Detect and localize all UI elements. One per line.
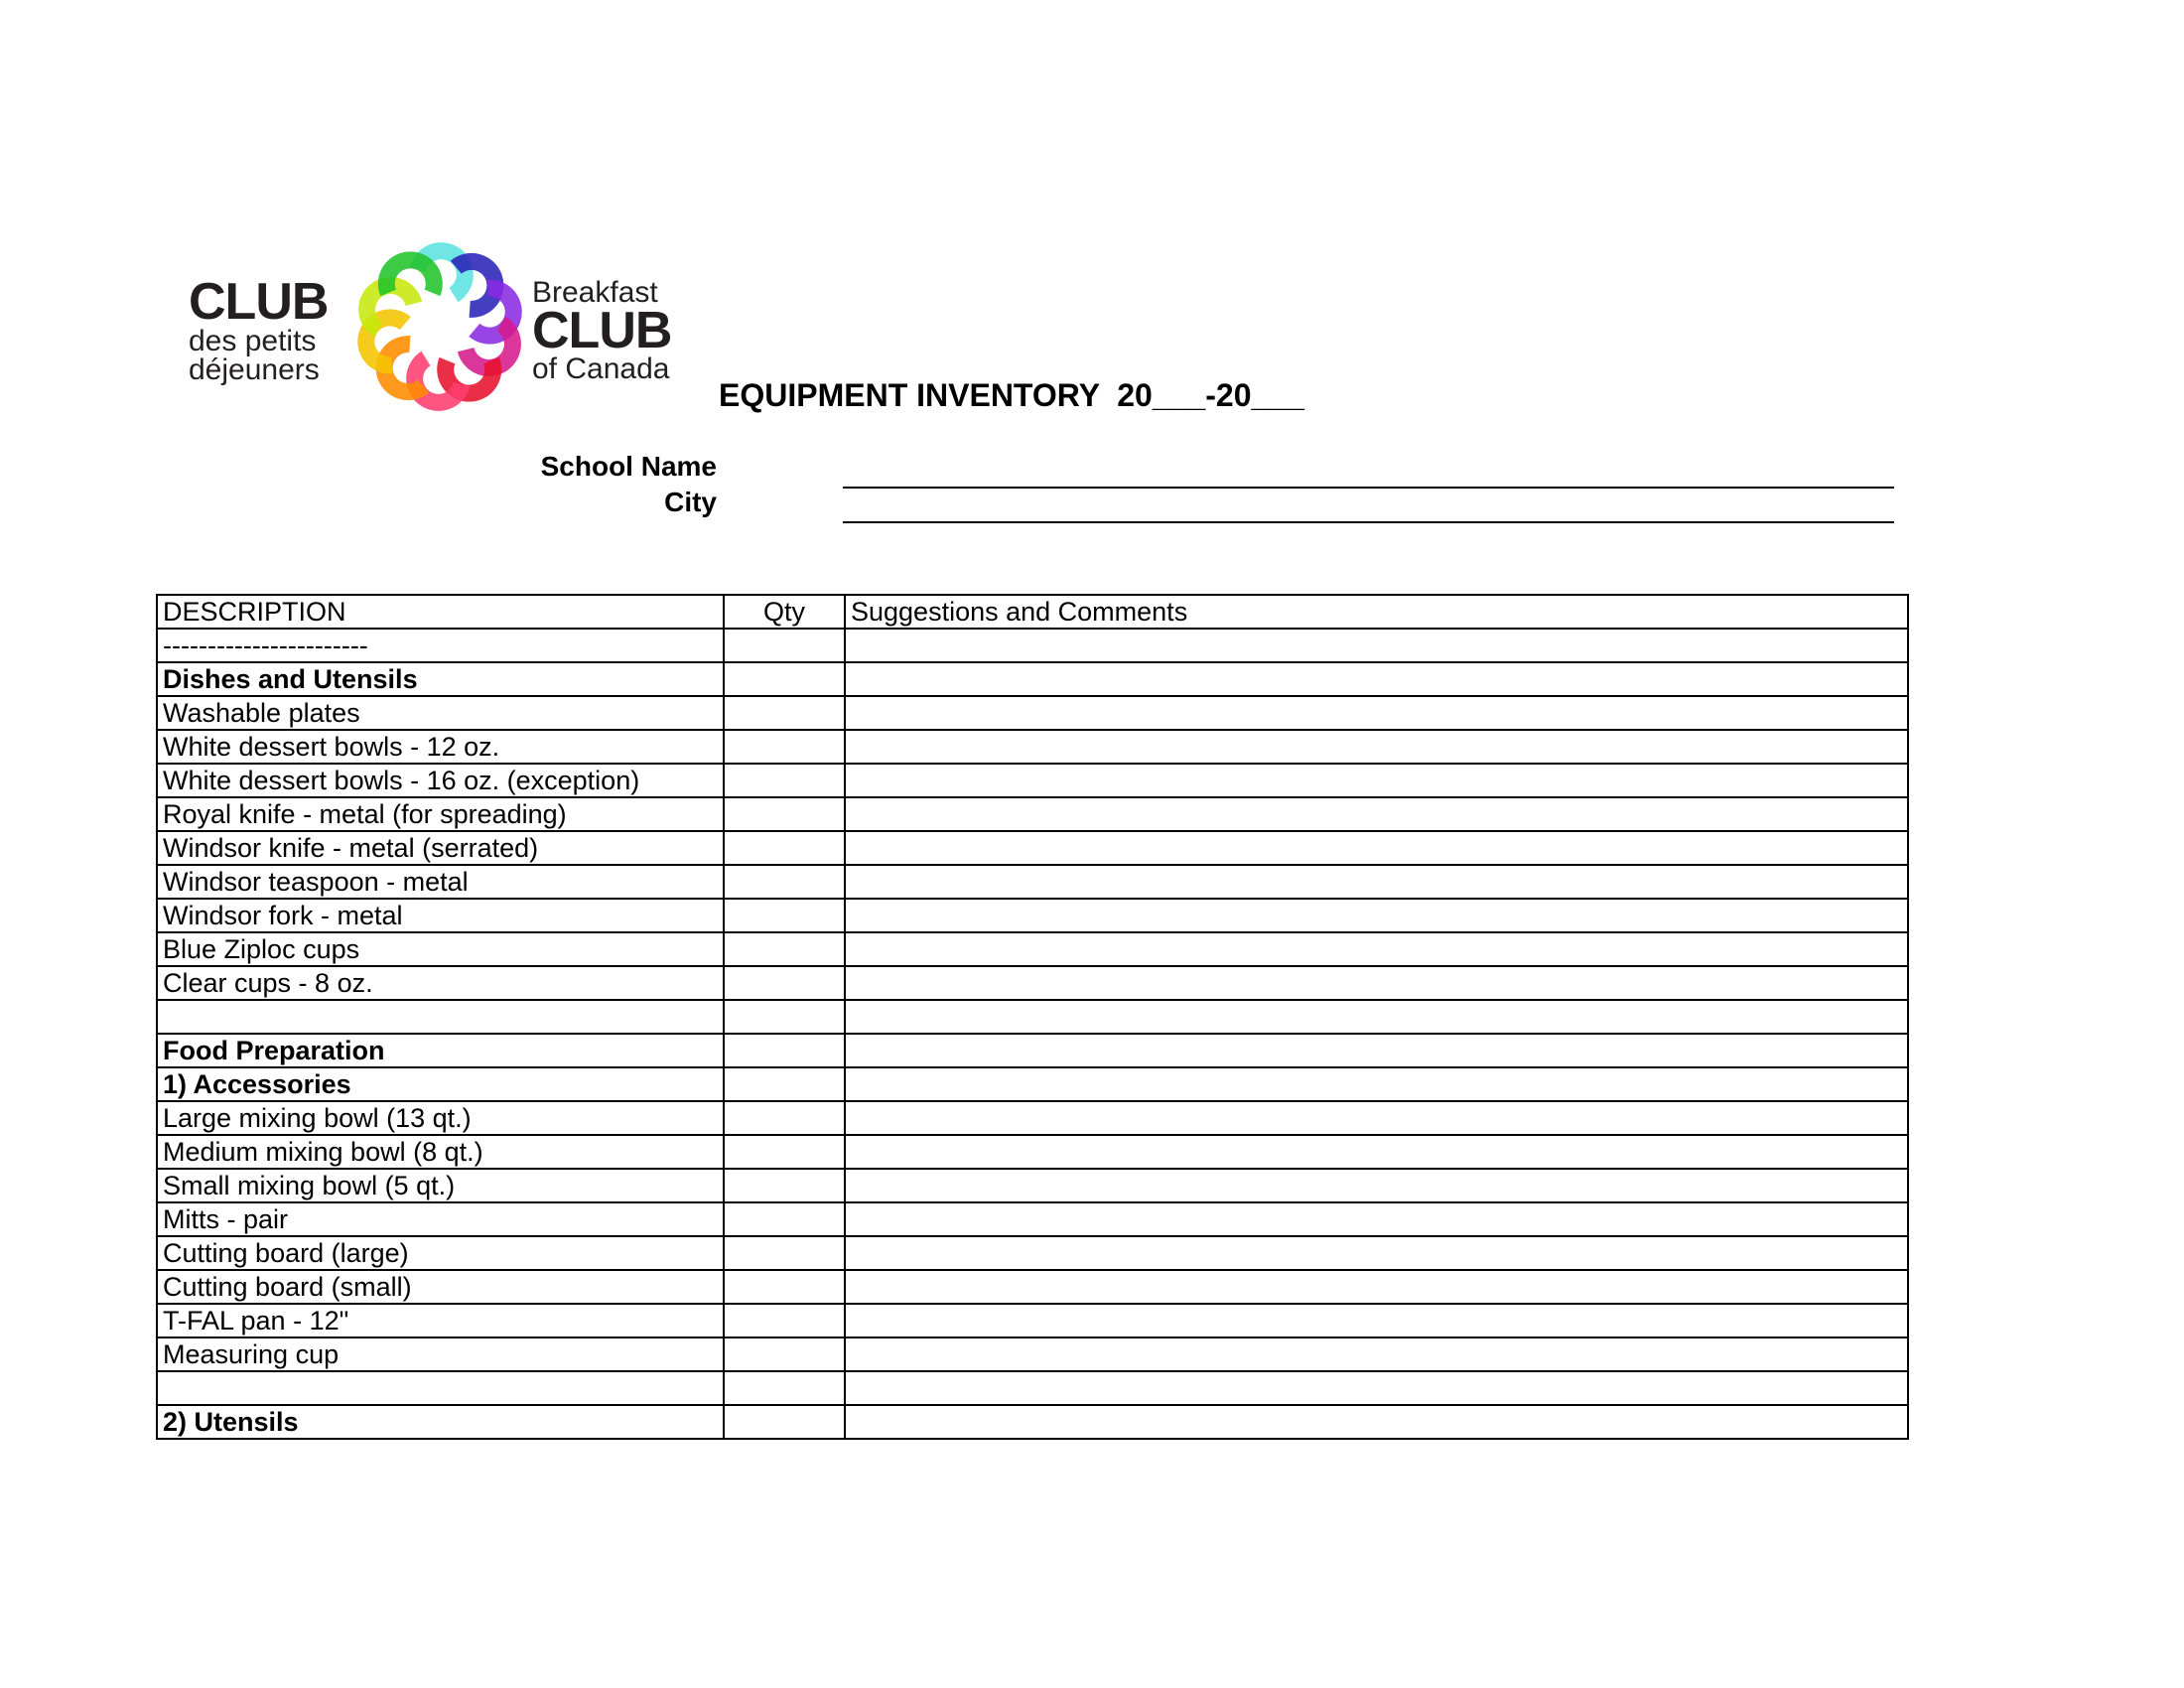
logo-english-text bbox=[532, 278, 671, 384]
row-qty-cell[interactable] bbox=[724, 1236, 845, 1270]
table-row bbox=[157, 1371, 1908, 1405]
row-description: White dessert bowls - 12 oz. bbox=[157, 730, 724, 764]
table-row bbox=[157, 764, 1908, 797]
row-description: Royal knife - metal (for spreading) bbox=[157, 797, 724, 831]
row-qty-cell[interactable] bbox=[724, 899, 845, 932]
page-title: EQUIPMENT INVENTORY 20___-20___ bbox=[719, 377, 1304, 413]
row-description: Windsor knife - metal (serrated) bbox=[157, 831, 724, 865]
table-header-row bbox=[157, 595, 1908, 629]
inventory-table bbox=[156, 594, 1909, 1440]
row-qty-cell[interactable] bbox=[724, 1135, 845, 1169]
school-name-field[interactable] bbox=[843, 487, 1894, 489]
table-row bbox=[157, 1000, 1908, 1034]
row-comments-cell[interactable] bbox=[845, 1371, 1908, 1405]
table-row bbox=[157, 1202, 1908, 1236]
row-comments-cell[interactable] bbox=[845, 1337, 1908, 1371]
row-qty-cell[interactable] bbox=[724, 932, 845, 966]
row-comments-cell[interactable] bbox=[845, 1202, 1908, 1236]
row-description bbox=[157, 1371, 724, 1405]
row-qty-cell[interactable] bbox=[724, 764, 845, 797]
row-description: Cutting board (small) bbox=[157, 1270, 724, 1304]
row-qty-cell[interactable] bbox=[724, 696, 845, 730]
table-row bbox=[157, 899, 1908, 932]
row-description: Cutting board (large) bbox=[157, 1236, 724, 1270]
table-row bbox=[157, 730, 1908, 764]
row-comments-cell[interactable] bbox=[845, 1304, 1908, 1337]
row-qty-cell[interactable] bbox=[724, 662, 845, 696]
header-comments: Suggestions and Comments bbox=[845, 595, 1908, 629]
row-description: Windsor teaspoon - metal bbox=[157, 865, 724, 899]
row-qty-cell[interactable] bbox=[724, 1202, 845, 1236]
city-field[interactable] bbox=[843, 521, 1894, 523]
row-comments-cell[interactable] bbox=[845, 730, 1908, 764]
table-row bbox=[157, 1169, 1908, 1202]
row-comments-cell[interactable] bbox=[845, 1270, 1908, 1304]
table-row bbox=[157, 831, 1908, 865]
row-qty-cell[interactable] bbox=[724, 831, 845, 865]
school-name-label: School Name bbox=[540, 451, 717, 482]
row-comments-cell[interactable] bbox=[845, 1067, 1908, 1101]
table-row bbox=[157, 1236, 1908, 1270]
row-description: Clear cups - 8 oz. bbox=[157, 966, 724, 1000]
row-qty-cell[interactable] bbox=[724, 1067, 845, 1101]
logo-en-line2: of Canada bbox=[532, 352, 670, 385]
row-description: Small mixing bowl (5 qt.) bbox=[157, 1169, 724, 1202]
table-row bbox=[157, 696, 1908, 730]
row-description: Medium mixing bowl (8 qt.) bbox=[157, 1135, 724, 1169]
logo-flower-icon bbox=[345, 232, 534, 421]
row-comments-cell[interactable] bbox=[845, 797, 1908, 831]
row-description: Mitts - pair bbox=[157, 1202, 724, 1236]
table-row bbox=[157, 1405, 1908, 1439]
row-qty-cell[interactable] bbox=[724, 1371, 845, 1405]
row-description: Windsor fork - metal bbox=[157, 899, 724, 932]
row-qty-cell[interactable] bbox=[724, 966, 845, 1000]
table-row bbox=[157, 662, 1908, 696]
logo-fr-line2: déjeuners bbox=[189, 352, 320, 386]
row-comments-cell[interactable] bbox=[845, 865, 1908, 899]
row-comments-cell[interactable] bbox=[845, 1101, 1908, 1135]
logo-en-club: CLUB bbox=[532, 302, 672, 359]
table-row bbox=[157, 966, 1908, 1000]
breakfast-club-logo bbox=[189, 230, 685, 419]
table-row bbox=[157, 1101, 1908, 1135]
row-comments-cell[interactable] bbox=[845, 696, 1908, 730]
row-description: Blue Ziploc cups bbox=[157, 932, 724, 966]
table-row bbox=[157, 629, 1908, 662]
logo-en-line1: Breakfast bbox=[532, 276, 658, 309]
row-qty-cell[interactable] bbox=[724, 1304, 845, 1337]
row-qty-cell[interactable] bbox=[724, 629, 845, 662]
row-description: ----------------------- bbox=[157, 629, 724, 662]
city-label: City bbox=[664, 487, 717, 517]
logo-fr-line1: des petits bbox=[189, 325, 317, 357]
row-comments-cell[interactable] bbox=[845, 1135, 1908, 1169]
row-qty-cell[interactable] bbox=[724, 865, 845, 899]
row-comments-cell[interactable] bbox=[845, 899, 1908, 932]
row-comments-cell[interactable] bbox=[845, 764, 1908, 797]
row-qty-cell[interactable] bbox=[724, 1034, 845, 1067]
row-qty-cell[interactable] bbox=[724, 730, 845, 764]
table-row bbox=[157, 1337, 1908, 1371]
table-row bbox=[157, 1135, 1908, 1169]
row-description: 1) Accessories bbox=[157, 1067, 724, 1101]
row-description: White dessert bowls - 16 oz. (exception) bbox=[157, 764, 724, 797]
header-description: DESCRIPTION bbox=[157, 595, 724, 629]
table-row bbox=[157, 1034, 1908, 1067]
row-description: Large mixing bowl (13 qt.) bbox=[157, 1101, 724, 1135]
row-comments-cell[interactable] bbox=[845, 1034, 1908, 1067]
row-comments-cell[interactable] bbox=[845, 1236, 1908, 1270]
row-description bbox=[157, 1000, 724, 1034]
row-comments-cell[interactable] bbox=[845, 1169, 1908, 1202]
row-description: T-FAL pan - 12" bbox=[157, 1304, 724, 1337]
table-row bbox=[157, 797, 1908, 831]
header-qty: Qty bbox=[724, 595, 845, 629]
row-qty-cell[interactable] bbox=[724, 1405, 845, 1439]
logo-fr-club: CLUB bbox=[189, 273, 329, 331]
row-comments-cell[interactable] bbox=[845, 1000, 1908, 1034]
row-comments-cell[interactable] bbox=[845, 662, 1908, 696]
row-qty-cell[interactable] bbox=[724, 1270, 845, 1304]
row-qty-cell[interactable] bbox=[724, 1337, 845, 1371]
row-description: Washable plates bbox=[157, 696, 724, 730]
row-comments-cell[interactable] bbox=[845, 831, 1908, 865]
row-comments-cell[interactable] bbox=[845, 1405, 1908, 1439]
row-qty-cell[interactable] bbox=[724, 797, 845, 831]
row-description: Measuring cup bbox=[157, 1337, 724, 1371]
table-row bbox=[157, 1270, 1908, 1304]
row-qty-cell[interactable] bbox=[724, 1169, 845, 1202]
row-qty-cell[interactable] bbox=[724, 1101, 845, 1135]
row-comments-cell[interactable] bbox=[845, 932, 1908, 966]
row-qty-cell[interactable] bbox=[724, 1000, 845, 1034]
row-comments-cell[interactable] bbox=[845, 966, 1908, 1000]
table-row bbox=[157, 1067, 1908, 1101]
table-row bbox=[157, 1304, 1908, 1337]
table-row bbox=[157, 865, 1908, 899]
row-description: Dishes and Utensils bbox=[157, 662, 724, 696]
row-description: Food Preparation bbox=[157, 1034, 724, 1067]
table-row bbox=[157, 932, 1908, 966]
row-comments-cell[interactable] bbox=[845, 629, 1908, 662]
logo-french-text bbox=[189, 273, 329, 386]
row-description: 2) Utensils bbox=[157, 1405, 724, 1439]
